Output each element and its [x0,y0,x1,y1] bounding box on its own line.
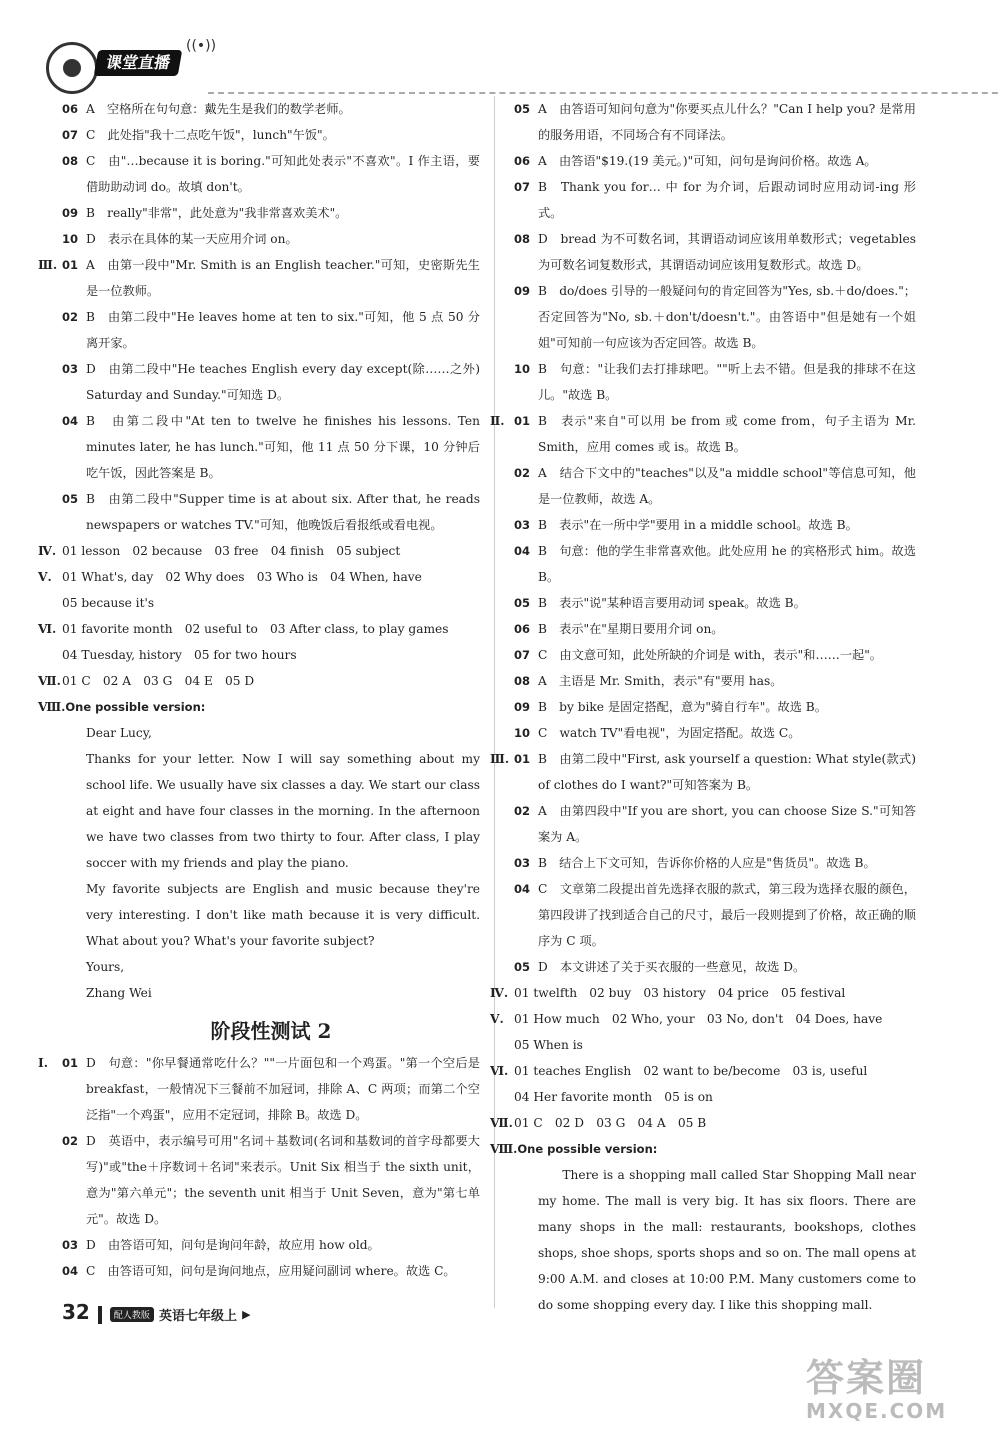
answer-row: Ⅷ. One possible version: [62,694,480,720]
answer-item: 08 D bread 为不可数名词，其谓语动词应该用单数形式；vegetables 为可数名词复数形式，其谓语动词应该用复数形式。故选 D。 [514,232,916,272]
page-header [38,30,988,90]
answer-item: 10 B 句意："让我们去打排球吧。""听上去不错。但是我的排球不在这儿。"故选 B。 [514,362,916,402]
answer-row: Ⅵ. 01 favorite month 02 useful to 03 After class, to play games [62,616,480,642]
book-title: 英语七年级 [158,1309,224,1324]
answer-row: Ⅷ. One possible version: [514,1136,916,1162]
answer-item: 06 A 由答语"$19.(19 美元。)"可知，问句是询问价格。故选 A。 [514,154,877,168]
answer-item: 10 C watch TV"看电视"，为固定搭配。故选 C。 [514,726,801,740]
section-title: 阶段性测试 2 [210,1019,332,1043]
answer-row: Ⅵ. 01 teaches English 02 want to be/become 03 is, useful [514,1058,916,1084]
sample-essay [514,1162,916,1318]
answer-item: 08 A 主语是 Mr. Smith，表示"有"要用 has。 [514,674,783,688]
answer-row: Ⅴ. 01 What's, day 02 Why does 03 Who is 04 When, have [62,564,480,590]
section-label: Ⅷ. [490,1142,518,1156]
watermark-logo: 答案圈 MXQE.COM [806,1356,948,1423]
answer-row: 04 Her favorite month 05 is on [514,1090,713,1104]
section-label: Ⅳ. [38,544,57,558]
answer-item: Ⅲ. 01 A 由第一段中"Mr. Smith is an English teacher."可知，史密斯先生是一位教师。 [62,252,480,304]
answer-item: 02 A 结合下文中的"teaches"以及"a middle school"等信息可知，他是一位教师，故选 A。 [514,466,916,506]
answer-item: 03 B 结合上下文可知，告诉你价格的人应是"售货员"。故选 B。 [514,856,876,870]
letter-paragraph: My favorite subjects are English and music because they're very interesting. I don't like math because it is very difficult. What about you? What's your favorite subject? [86,882,480,948]
edition-badge: 配人教版 [110,1307,154,1322]
answer-row: 04 Tuesday, history 05 for two hours [62,648,297,662]
signal-icon: ((•)) [186,38,217,54]
answer-item: 04 C 文章第二段提出首先选择衣服的款式，第三段为选择衣服的颜色，第四段讲了找到适合自己的尺寸，最后一段则提到了价格，故正确的顺序为 C 项。 [514,882,916,948]
section-label: Ⅲ. [38,258,58,272]
answer-item: Ⅲ. 01 B 由第二段中"First, ask yourself a question: What style(款式) of clothes do I want?"可知答案为 B。 [514,746,916,798]
answer-row: Ⅶ. 01 C 02 D 03 G 04 A 05 B [514,1110,916,1136]
answer-row: 05 When is [514,1038,583,1052]
section-label: Ⅰ. [38,1056,48,1070]
section-label: Ⅶ. [38,674,61,688]
answer-item: 04 B 由第二段中"At ten to twelve he finishes his lessons. Ten minutes later, he has lunch."可知，他 11 点 50 分下课，10 分钟后吃午饭，因此答案是 B。 [62,414,480,480]
section-label: Ⅵ. [490,1064,509,1078]
section-label: Ⅷ. [38,700,66,714]
section-label: Ⅱ. [490,414,505,428]
answer-item: 06 B 表示"在"星期日要用介词 on。 [514,622,724,636]
section-label: Ⅴ. [490,1012,504,1026]
page-footer [62,1300,251,1324]
letter-closing: Yours, [86,960,125,974]
answer-item: 05 B 由第二段中"Supper time is at about six. After that, he reads newspapers or watches TV."可知，他晚饭后看报纸或看电视。 [62,492,480,532]
answer-item: 04 B 句意：他的学生非常喜欢他。此处应用 he 的宾格形式 him。故选 B。 [514,544,916,584]
essay-paragraph: There is a shopping mall called Star Shopping Mall near my home. The mall is very big. It has six floors. There are many shops in the mall: restaurants, bookshops, clothes shops, shoe shops, sports shops and so on. The mall opens at 9:00 A.M. and closes at 10:00 P.M. Many customers come to do some shopping every day. I like this shopping mall. [538,1168,916,1312]
answer-item: Ⅱ. 01 B 表示"来自"可以用 be from 或 come from，句子主语为 Mr. Smith，应用 comes 或 is。故选 B。 [514,408,916,460]
answer-item: 07 C 此处指"我十二点吃午饭"，lunch"午饭"。 [62,128,335,142]
answer-item: 10 D 表示在具体的某一天应用介词 on。 [62,232,298,246]
answer-item: 03 D 由第二段中"He teaches English every day except(除……之外) Saturday and Sunday."可知选 D。 [62,362,480,402]
answer-row: Ⅶ. 01 C 02 A 03 G 04 E 05 D [62,668,480,694]
brand-logo: 课堂直播 [94,50,183,76]
answer-item: 09 B by bike 是固定搭配，意为"骑自行车"。故选 B。 [514,700,827,714]
page-number: 32 [62,1300,90,1324]
answer-item: 03 D 由答语可知，问句是询问年龄，故应用 how old。 [62,1238,380,1252]
answer-item: 05 D 本文讲述了关于买衣服的一些意见，故选 D。 [514,960,806,974]
section-label: Ⅳ. [490,986,509,1000]
headset-logo-icon [46,42,98,94]
answer-item: 05 B 表示"说"某种语言要用动词 speak。故选 B。 [514,596,806,610]
volume-label: 上 [223,1309,237,1324]
section-label: Ⅶ. [490,1116,513,1130]
answer-item: 09 B really"非常"，此处意为"我非常喜欢美术"。 [62,206,348,220]
answer-item: 02 D 英语中，表示编号可用"名词＋基数词(名词和基数词的首字母都要大写)"或"the＋序数词＋名词"来表示。Unit Six 相当于 the sixth unit，意为"第六单元"；the seventh unit 相当于 Unit Seven，意为"第七单元"。故选 D。 [62,1134,480,1226]
left-column [38,96,480,1284]
answer-item: 02 A 由第四段中"If you are short, you can choose Size S."可知答案为 A。 [514,804,916,844]
answer-item: 07 B Thank you for… 中 for 为介词，后跟动词时应用动词-ing 形式。 [514,180,916,220]
answer-item: Ⅰ. 01 D 句意："你早餐通常吃什么？""一片面包和一个鸡蛋。"第一个空后是 breakfast，一般情况下三餐前不加冠词，排除 A、C 两项；而第二个空泛指"一个鸡蛋"，应用不定冠词，排除 B。故选 D。 [62,1050,480,1128]
letter-paragraph: Thanks for your letter. Now I will say something about my school life. We usually have six classes a day. We start our class at eight and have four classes in the morning. In the afternoon we have two classes from two thirty to four. After class, I play soccer with my friends and play the piano. [86,752,480,870]
answer-item: 02 B 由第二段中"He leaves home at ten to six."可知，他 5 点 50 分离开家。 [62,310,480,350]
answer-item: 07 C 由文意可知，此处所缺的介词是 with，表示"和……一起"。 [514,648,882,662]
section-label: Ⅴ. [38,570,52,584]
answer-item: 06 A 空格所在句句意：戴先生是我们的数学老师。 [62,102,351,116]
answer-row: Ⅳ. 01 lesson 02 because 03 free 04 finish 05 subject [62,538,480,564]
answer-item: 05 A 由答语可知问句意为"你要买点儿什么？"Can I help you? 是常用的服务用语，不同场合有不同译法。 [514,102,916,142]
header-divider [208,92,1000,94]
section-label: Ⅲ. [490,752,510,766]
answer-row: 05 because it's [62,596,155,610]
answer-item: 04 C 由答语可知，问句是询问地点，应用疑问副词 where。故选 C。 [62,1264,456,1278]
answer-row: Ⅴ. 01 How much 02 Who, your 03 No, don't 04 Does, have [514,1006,916,1032]
answer-row: Ⅳ. 01 twelfth 02 buy 03 history 04 price 05 festival [514,980,916,1006]
section-label: Ⅵ. [38,622,57,636]
right-column [490,96,916,1318]
answer-item: 08 C 由"…because it is boring."可知此处表示"不喜欢"。I 作主语，要借助助动词 do。故填 don't。 [62,154,480,194]
answer-item: 03 B 表示"在一所中学"要用 in a middle school。故选 B。 [514,518,858,532]
letter-greeting: Dear Lucy, [86,726,152,740]
answer-item: 09 B do/does 引导的一般疑问句的肯定回答为"Yes, sb.＋do/does."；否定回答为"No, sb.＋don't/doesn't."。由答语中"但是她有一个姐姐"可知前一句应该为否定回答。故选 B。 [514,284,916,350]
sample-letter [62,720,480,1006]
arrow-right-icon: ▶ [242,1308,251,1321]
footer-divider [98,1306,102,1324]
letter-signature: Zhang Wei [86,986,152,1000]
